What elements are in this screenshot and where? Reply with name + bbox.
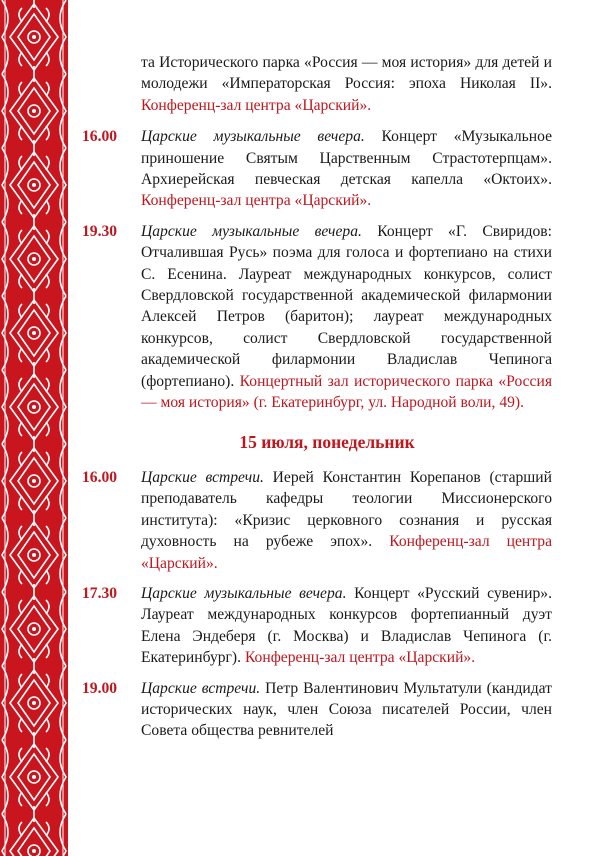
entry-text: Концерт «Музыкальное приношение Святым Царственным Страстотерпцам». Архиерейская певческая детская капелла «Октоих». — [141, 128, 552, 189]
day-heading: 15 июля, понедельник — [239, 431, 415, 452]
decorative-border-pattern — [0, 0, 68, 856]
entry-title: Царские музыкальные вечера. — [141, 584, 347, 602]
schedule-entry — [82, 678, 552, 742]
entry-title: Царские встречи. — [141, 679, 261, 697]
entry-venue: Конференц-зал центра «Царский». — [141, 96, 372, 114]
entry-text: Концерт «Русский сувенир». Лауреат международных конкурсов фортепианный дуэт Елена Эндеберя (г. Москва) и Владислав Чепинога (г. Екатеринбург). — [141, 584, 552, 667]
schedule-entry — [82, 467, 552, 574]
schedule-entry — [82, 583, 552, 669]
entry-time: 16.00 — [82, 468, 118, 486]
schedule-entry — [82, 52, 552, 116]
entry-venue: Концертный зал исторического парка «Россия — моя история» (г. Екатеринбург, ул. Народной воли, 49). — [141, 372, 552, 412]
entry-venue: Конференц-зал центра «Царский». — [244, 649, 476, 667]
entry-title: Царские музыкальные вечера. — [141, 128, 365, 146]
program-schedule — [82, 52, 552, 751]
entry-time: 19.30 — [82, 222, 118, 240]
entry-time: 17.30 — [82, 584, 118, 602]
entry-time: 16.00 — [82, 128, 118, 146]
entry-venue: Конференц-зал центра «Царский». — [141, 533, 552, 572]
entry-text: та Исторического парка «Россия — моя история» для детей и молодежи «Императорская Россия: эпоха Николая II». — [141, 54, 552, 93]
entry-time: 19.00 — [82, 679, 118, 697]
entry-text: Петр Валентинович Мультатули (кандидат исторических наук, член Союза писателей России, член Совета общества ревнителей — [141, 679, 552, 740]
entry-title: Царские встречи. — [141, 468, 264, 486]
entry-venue: Конференц-зал центра «Царский». — [141, 192, 372, 210]
entry-text: Концерт «Г. Свиридов: Отчалившая Русь» поэма для голоса и фортепиано на стихи С. Есенина. Лауреат международных конкурсов, солист Свердловской государственной академической филармонии Алексей Петров (баритон); лауреат международных конкурсов, солист Свердловской государственной академической филармонии Владислав Чепинога (фортепиано). — [141, 222, 552, 390]
entry-title: Царские музыкальные вечера. — [141, 222, 362, 240]
entry-text: Иерей Константин Корепанов (старший преподаватель кафедры теологии Миссионерского института): «Кризис церковного сознания и русская духовность на рубеже эпох». — [141, 468, 552, 551]
schedule-entry — [82, 221, 552, 414]
schedule-entry — [82, 126, 552, 212]
